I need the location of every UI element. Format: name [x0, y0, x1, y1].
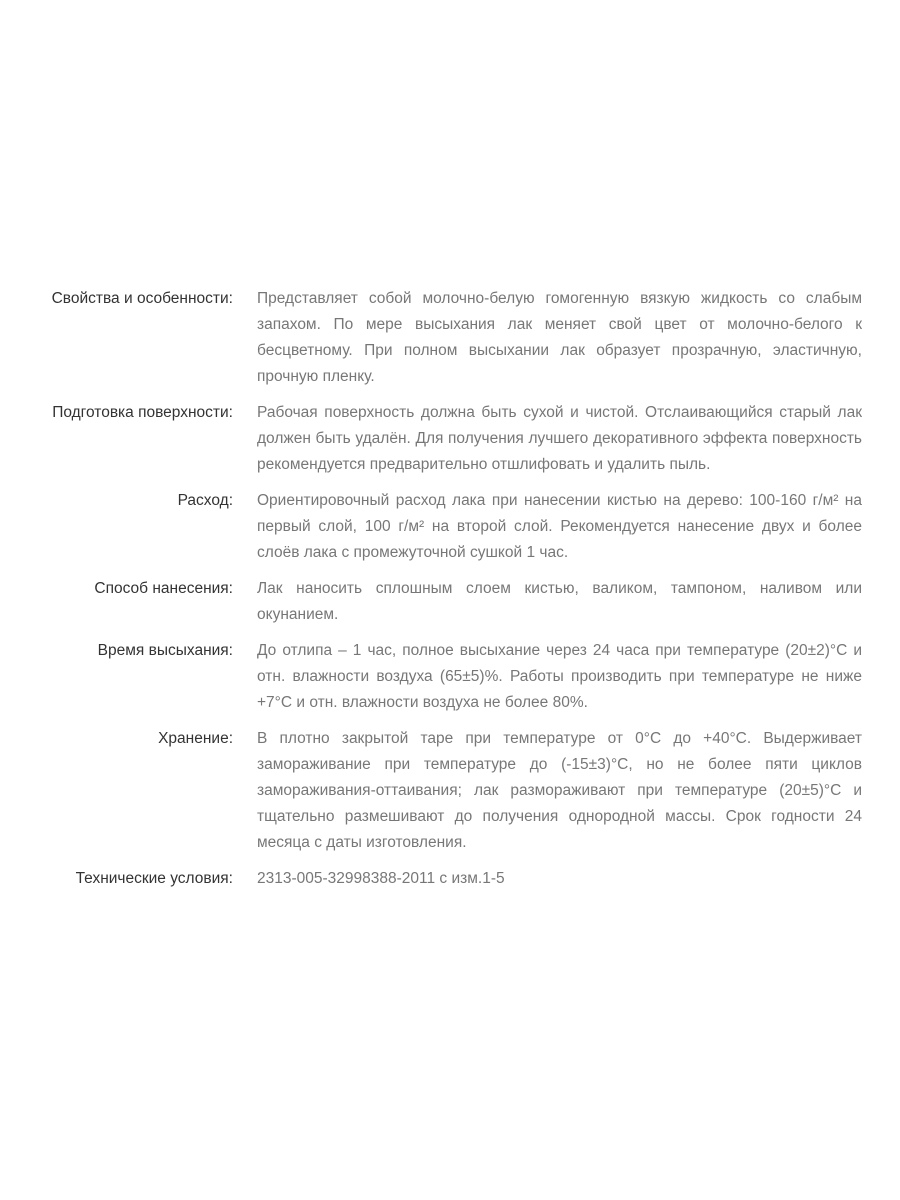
- spec-row-technical-conditions: [0, 866, 900, 892]
- spec-label: Способ нанесения:: [94, 580, 233, 597]
- spec-row-properties: [0, 286, 900, 390]
- spec-value: Лак наносить сплошным слоем кистью, валиком, тампоном, наливом или окунанием.: [257, 580, 862, 623]
- spec-label: Подготовка поверхности:: [52, 404, 233, 421]
- spec-row-application-method: [0, 576, 900, 628]
- spec-value: Представляет собой молочно-белую гомогенную вязкую жидкость со слабым запахом. По мере высыхания лак меняет свой цвет от молочно-белого к бесцветному. При полном высыхании лак образует прозрачную, эластичную, прочную пленку.: [257, 290, 862, 385]
- spec-label: Расход:: [177, 492, 233, 509]
- spec-label: Свойства и особенности:: [51, 290, 233, 307]
- spec-row-drying-time: [0, 638, 900, 716]
- spec-value: Ориентировочный расход лака при нанесении кистью на дерево: 100-160 г/м² на первый слой, 100 г/м² на второй слой. Рекомендуется нанесение двух и более слоёв лака с промежуточной сушкой 1 час.: [257, 492, 862, 561]
- spec-value: Рабочая поверхность должна быть сухой и чистой. Отслаивающийся старый лак должен быть удалён. Для получения лучшего декоративного эффекта поверхность рекомендуется предварительно отшлифовать и удалить пыль.: [257, 404, 862, 473]
- spec-value: До отлипа – 1 час, полное высыхание через 24 часа при температуре (20±2)°С и отн. влажности воздуха (65±5)%. Работы производить при температуре не ниже +7°С и отн. влажности воздуха не более 80%.: [257, 642, 862, 711]
- spec-value: В плотно закрытой таре при температуре от 0°С до +40°С. Выдерживает замораживание при температуре до (-15±3)°С, но не более пяти циклов замораживания-оттаивания; лак размораживают при температуре (20±5)°С и тщательно размешивают до получения однородной массы. Срок годности 24 месяца с даты изготовления.: [257, 730, 862, 851]
- spec-value: 2313-005-32998388-2011 с изм.1-5: [257, 870, 505, 887]
- spec-label: Время высыхания:: [97, 642, 233, 659]
- spec-row-surface-preparation: [0, 400, 900, 478]
- spec-row-storage: [0, 726, 900, 856]
- spec-label: Технические условия:: [75, 870, 233, 887]
- spec-row-consumption: [0, 488, 900, 566]
- spec-label: Хранение:: [158, 730, 233, 747]
- product-specs-table: [0, 286, 900, 902]
